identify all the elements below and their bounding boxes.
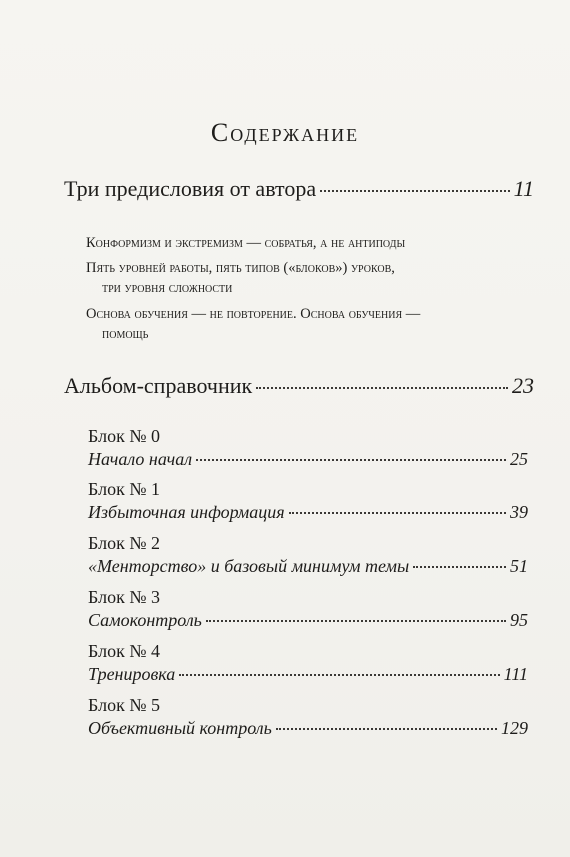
- toc-subsection-line: Пять уровней работы, пять типов («блоков») уроков,: [86, 260, 395, 276]
- block-title: Тренировка: [88, 664, 176, 684]
- toc-subsection: [86, 258, 506, 298]
- block-title: Объективный контроль: [88, 718, 272, 738]
- block-name: Блок № 5: [88, 695, 160, 715]
- dot-leader: [206, 620, 506, 622]
- toc-subsection: [86, 304, 506, 344]
- toc-page-number: 11: [513, 176, 534, 201]
- dot-leader: [413, 566, 506, 568]
- block-title: Самоконтроль: [88, 610, 202, 630]
- toc-subsection-line: Конформизм и экстремизм — собратья, а не антиподы: [86, 235, 406, 251]
- toc-page-number: 23: [512, 373, 534, 398]
- toc-subsection-line: Основа обучения — не повторение. Основа обучения —: [86, 306, 421, 322]
- toc-entry-block-3[interactable]: [88, 610, 528, 631]
- block-name: Блок № 3: [88, 587, 160, 607]
- toc-subsection-line: помощь: [102, 326, 149, 342]
- block-title: «Менторство» и базовый минимум темы: [88, 556, 410, 576]
- dot-leader: [320, 190, 509, 192]
- toc-entry-block-0[interactable]: [88, 449, 528, 470]
- block-name: Блок № 0: [88, 426, 160, 446]
- toc-entry-album[interactable]: [64, 373, 534, 399]
- toc-entry-preface[interactable]: [64, 176, 534, 202]
- toc-page-number: 39: [510, 502, 528, 522]
- toc-entry-title: Альбом-справочник: [64, 373, 253, 398]
- toc-entry-block-1[interactable]: [88, 502, 528, 523]
- dot-leader: [256, 387, 508, 389]
- toc-subsection: [86, 233, 506, 253]
- block-name: Блок № 1: [88, 479, 160, 499]
- block-name: Блок № 4: [88, 641, 160, 661]
- toc-entry-block-5[interactable]: [88, 718, 528, 739]
- toc-entry-block-2[interactable]: [88, 556, 528, 577]
- block-title: Избыточная информация: [88, 502, 285, 522]
- toc-entry-block-4[interactable]: [88, 664, 528, 685]
- toc-page-number: 51: [510, 556, 528, 576]
- toc-page-number: 111: [503, 664, 528, 684]
- dot-leader: [289, 512, 506, 514]
- dot-leader: [179, 674, 499, 676]
- toc-page-number: 95: [510, 610, 528, 630]
- toc-subsection-line: три уровня сложности: [102, 280, 233, 296]
- dot-leader: [276, 728, 497, 730]
- toc-page-number: 129: [501, 718, 528, 738]
- toc-entry-title: Три предисловия от автора: [64, 176, 317, 201]
- block-name: Блок № 2: [88, 533, 160, 553]
- dot-leader: [196, 459, 506, 461]
- page-title: Содержание: [210, 118, 360, 147]
- block-title: Начало начал: [88, 449, 193, 469]
- toc-page-number: 25: [510, 449, 528, 469]
